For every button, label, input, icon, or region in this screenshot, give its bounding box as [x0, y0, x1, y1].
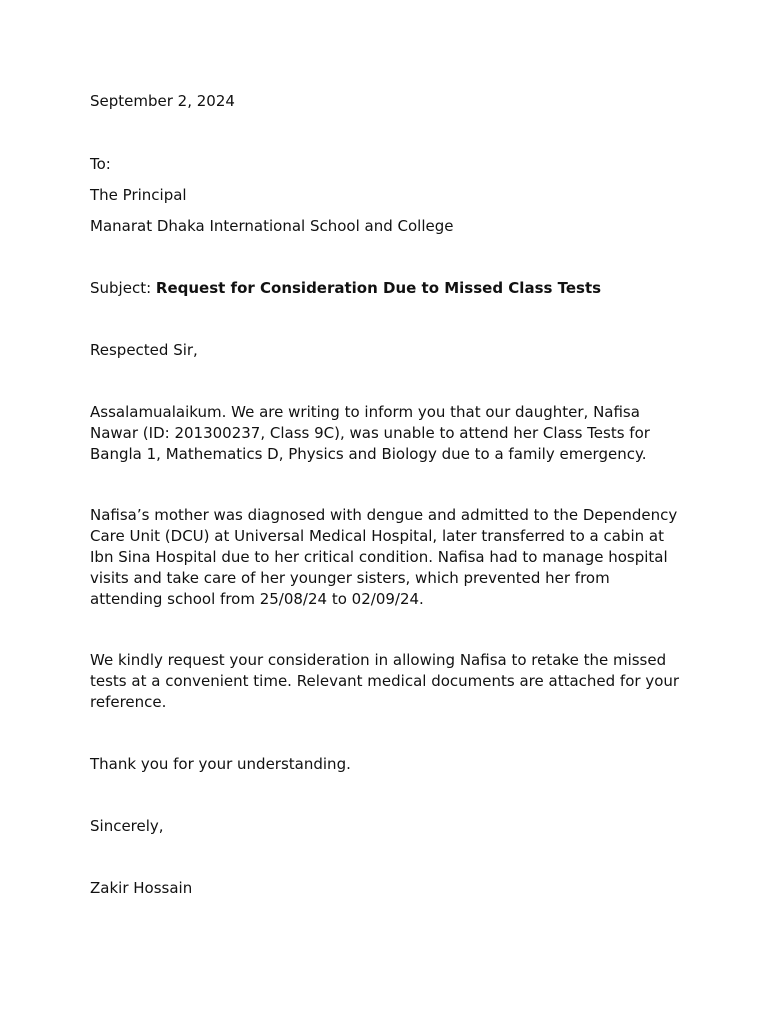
recipient-org: Manarat Dhaka International School and College [90, 217, 454, 235]
paragraph-request: We kindly request your consideration in allowing Nafisa to retake the missed tests at a convenient time. Relevant medical documents are attached for your reference. [90, 651, 680, 711]
subject-text: Request for Consideration Due to Missed Class Tests [155, 279, 602, 297]
paragraph-intro: Assalamualaikum. We are writing to inform you that our daughter, Nafisa Nawar (ID: 201300237, Class 9C), was unable to attend her Class Tests for Bangla 1, Mathematics D, Physics and Biology due to a family emergency. [90, 403, 650, 463]
letter-body [90, 91, 680, 899]
subject-line [90, 278, 680, 299]
closing: Sincerely, [90, 816, 164, 835]
to-label: To: [90, 155, 111, 173]
letter-date: September 2, 2024 [90, 92, 235, 110]
signature: Zakir Hossain [90, 878, 193, 897]
salutation: Respected Sir, [90, 341, 198, 359]
paragraph-details: Nafisa’s mother was diagnosed with dengue and admitted to the Dependency Care Unit (DCU) at Universal Medical Hospital, later transferred to a cabin at Ibn Sina Hospital due to her critical condition. Nafisa had to manage hospital visits and take care of her younger sisters, which prevented her from attending school from 25/08/24 to 02/09/24. [90, 506, 678, 608]
thanks-line: Thank you for your understanding. [90, 754, 351, 773]
subject-label: Subject: [90, 279, 152, 297]
recipient-title: The Principal [90, 186, 187, 204]
